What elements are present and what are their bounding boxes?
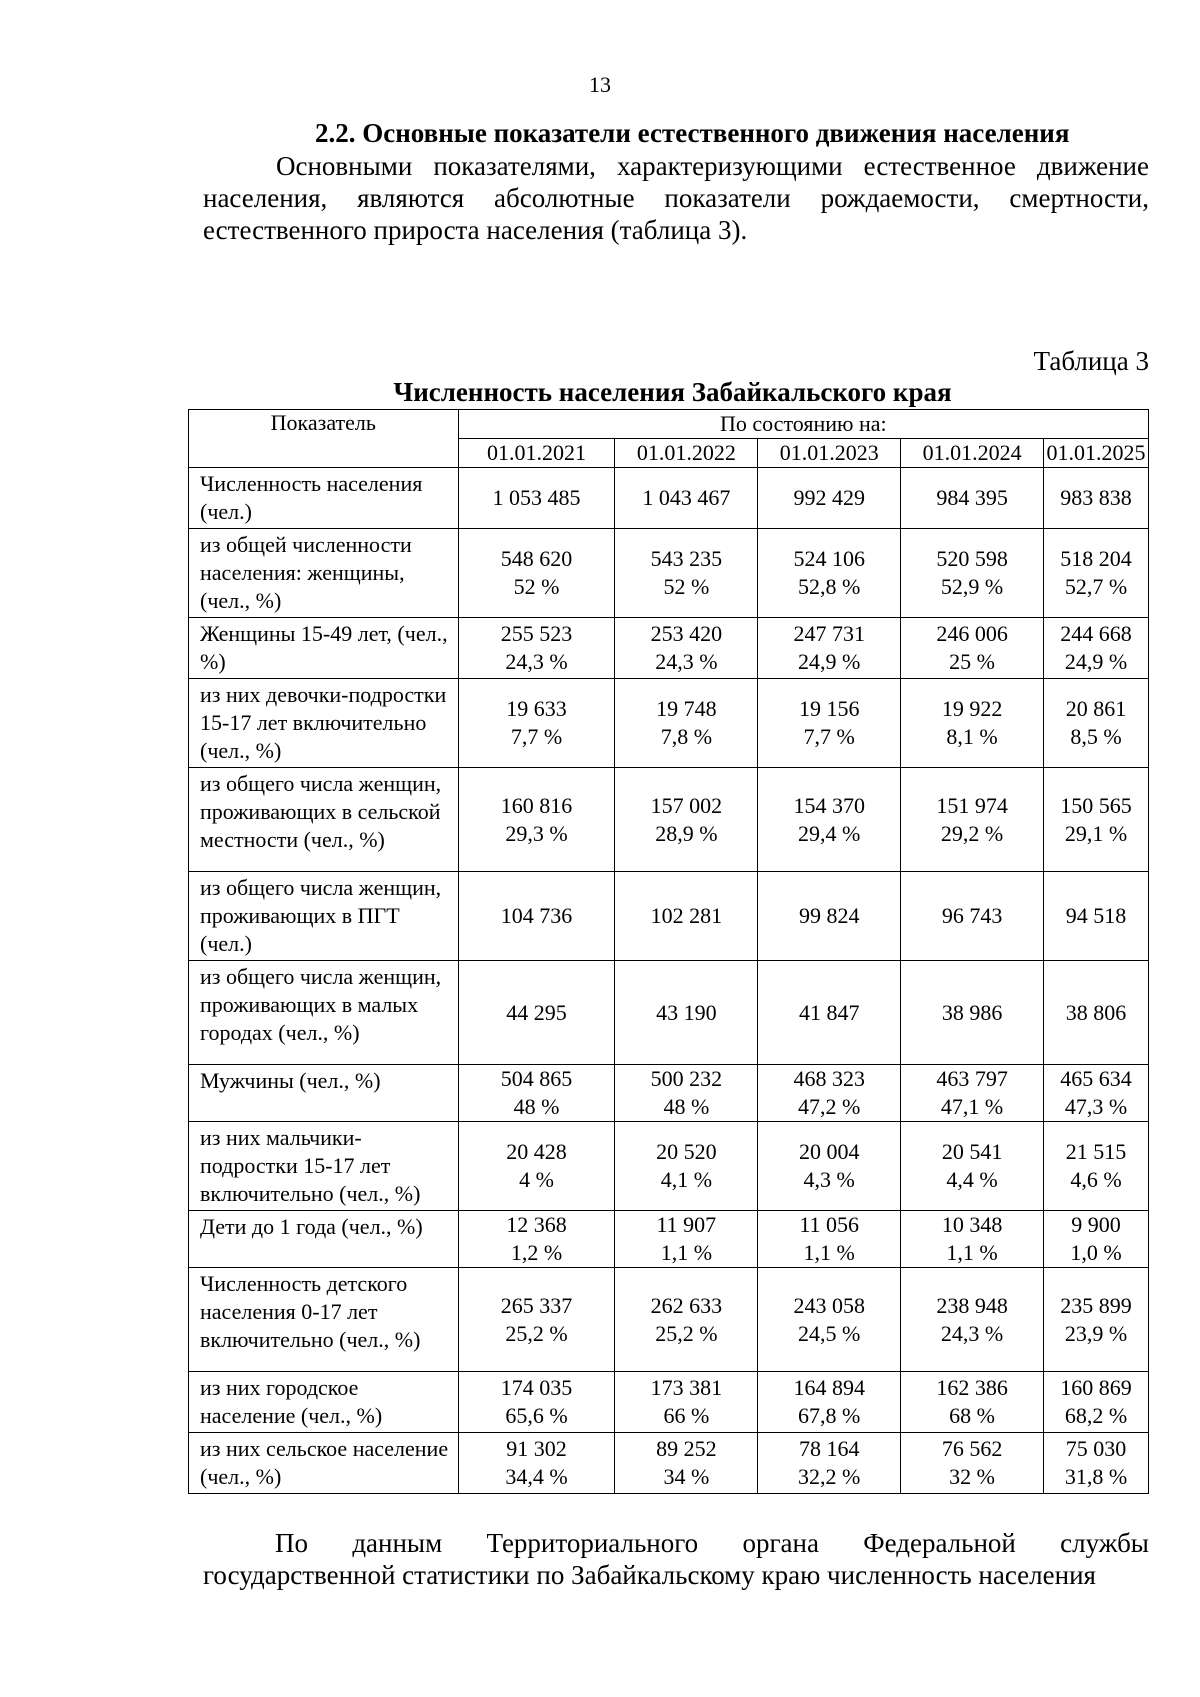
value-cell <box>901 961 1044 1065</box>
value-cell <box>1044 679 1149 768</box>
cell-count: 78 164 <box>798 1436 860 1461</box>
cell-percent: 66 % <box>663 1403 710 1428</box>
cell-percent: 32,2 % <box>798 1464 861 1489</box>
value-cell <box>458 618 615 679</box>
cell-percent: 34,4 % <box>505 1464 568 1489</box>
value-cell <box>901 1122 1044 1211</box>
cell-count: 19 633 <box>506 696 567 721</box>
row-label: из общего числа женщин, проживающих в сельской местности (чел., %) <box>189 768 459 872</box>
cell-count: 38 806 <box>1065 999 1127 1025</box>
cell-count: 96 743 <box>941 903 1003 928</box>
cell-count: 157 002 <box>650 792 723 818</box>
section-heading: 2.2. Основные показатели естественного движения населения <box>315 118 1070 148</box>
value-cell <box>458 1122 615 1211</box>
cell-count: 11 907 <box>656 1212 717 1237</box>
cell-percent: 24,5 % <box>798 1320 861 1346</box>
cell-count: 21 515 <box>1065 1139 1127 1164</box>
cell-count: 75 030 <box>1065 1436 1127 1461</box>
value-cell <box>901 1065 1044 1122</box>
cell-percent: 4,3 % <box>803 1167 855 1192</box>
cell-count: 548 620 <box>500 546 573 571</box>
value-cell <box>901 1372 1044 1433</box>
cell-count: 518 204 <box>1060 546 1132 571</box>
closing-word: органа <box>742 1528 819 1558</box>
cell-count: 76 562 <box>941 1436 1003 1461</box>
cell-percent: 29,4 % <box>798 820 861 846</box>
cell-count: 246 006 <box>936 621 1008 646</box>
table-row <box>189 1433 1149 1494</box>
value-cell <box>901 529 1044 618</box>
value-cell <box>458 1268 615 1372</box>
cell-count: 20 004 <box>798 1139 860 1164</box>
cell-percent: 24,9 % <box>798 649 861 674</box>
cell-count: 94 518 <box>1065 903 1127 928</box>
value-cell <box>1044 1372 1149 1433</box>
cell-percent: 4,4 % <box>946 1167 998 1192</box>
cell-percent: 25,2 % <box>505 1320 568 1346</box>
value-cell <box>758 529 901 618</box>
cell-percent: 52 % <box>513 574 560 599</box>
header-date: 01.01.2022 <box>615 439 758 468</box>
cell-percent: 23,9 % <box>1064 1320 1128 1346</box>
cell-percent: 7,7 % <box>510 724 563 749</box>
closing-paragraph <box>203 1527 1149 1591</box>
cell-count: 524 106 <box>793 546 865 571</box>
value-cell <box>458 872 615 961</box>
cell-percent: 24,9 % <box>1064 649 1128 674</box>
cell-percent: 4,1 % <box>660 1167 713 1192</box>
value-cell <box>1044 961 1149 1065</box>
cell-count: 164 894 <box>793 1375 865 1400</box>
row-label: Женщины 15-49 лет, (чел., %) <box>189 618 459 679</box>
table-row <box>189 679 1149 768</box>
value-cell <box>615 618 758 679</box>
value-cell <box>758 768 901 872</box>
cell-percent: 67,8 % <box>798 1403 861 1428</box>
row-label: из общего числа женщин, проживающих в малых городах (чел., %) <box>189 961 459 1065</box>
cell-count: 244 668 <box>1060 621 1132 646</box>
value-cell <box>901 1433 1044 1494</box>
value-cell <box>901 679 1044 768</box>
header-date: 01.01.2024 <box>901 439 1044 468</box>
row-label: из общей численности населения: женщины, (чел., %) <box>189 529 459 618</box>
cell-count: 1 043 467 <box>642 485 731 510</box>
value-cell <box>758 872 901 961</box>
cell-percent: 4,6 % <box>1070 1167 1122 1192</box>
cell-count: 984 395 <box>936 485 1008 510</box>
cell-percent: 29,3 % <box>505 820 568 846</box>
table-row <box>189 872 1149 961</box>
cell-percent: 52,8 % <box>798 574 861 599</box>
cell-count: 235 899 <box>1060 1292 1132 1318</box>
row-label: из них сельское население (чел., %) <box>189 1433 459 1494</box>
table-row <box>189 1065 1149 1122</box>
page-number: 13 <box>589 72 611 97</box>
value-cell <box>458 1211 615 1268</box>
cell-count: 1 053 485 <box>492 485 581 510</box>
cell-count: 500 232 <box>650 1066 723 1091</box>
table-row <box>189 1268 1149 1372</box>
value-cell <box>901 468 1044 529</box>
row-label: из них девочки-подростки 15-17 лет включительно (чел., %) <box>189 679 459 768</box>
cell-percent: 29,1 % <box>1064 820 1128 846</box>
value-cell <box>458 679 615 768</box>
value-cell <box>458 1433 615 1494</box>
cell-count: 247 731 <box>793 621 865 646</box>
row-label: из них мальчики-подростки 15-17 лет включительно (чел., %) <box>189 1122 459 1211</box>
table-title: Численность населения Забайкальского края <box>393 377 952 407</box>
table-row <box>189 529 1149 618</box>
value-cell <box>615 679 758 768</box>
cell-percent: 25,2 % <box>655 1320 718 1346</box>
cell-count: 174 035 <box>500 1375 573 1400</box>
cell-percent: 68,2 % <box>1064 1403 1128 1428</box>
cell-percent: 65,6 % <box>505 1403 568 1428</box>
row-label: Численность населения (чел.) <box>189 468 459 529</box>
cell-count: 983 838 <box>1060 485 1132 510</box>
value-cell <box>615 1372 758 1433</box>
cell-count: 11 056 <box>799 1212 860 1237</box>
cell-percent: 24,3 % <box>655 649 718 674</box>
cell-count: 255 523 <box>500 621 573 646</box>
cell-count: 104 736 <box>500 903 573 928</box>
value-cell <box>615 872 758 961</box>
cell-count: 154 370 <box>793 792 865 818</box>
cell-percent: 48 % <box>513 1094 560 1119</box>
cell-count: 262 633 <box>650 1292 723 1318</box>
value-cell <box>758 961 901 1065</box>
table-header-row <box>189 410 1149 439</box>
cell-count: 265 337 <box>500 1292 573 1318</box>
cell-percent: 8,1 % <box>946 724 998 749</box>
cell-percent: 29,2 % <box>940 820 1004 846</box>
value-cell <box>615 1433 758 1494</box>
cell-percent: 47,1 % <box>940 1094 1004 1119</box>
cell-percent: 47,2 % <box>798 1094 861 1119</box>
cell-count: 150 565 <box>1060 792 1132 818</box>
table-caption: Таблица 3 <box>1033 346 1149 376</box>
cell-count: 238 948 <box>936 1292 1008 1318</box>
header-date: 01.01.2021 <box>458 439 615 468</box>
value-cell <box>758 468 901 529</box>
cell-percent: 4 % <box>519 1167 554 1192</box>
header-date: 01.01.2023 <box>758 439 901 468</box>
header-date-group: По состоянию на: <box>458 410 1148 439</box>
cell-count: 99 824 <box>798 903 860 928</box>
cell-count: 12 368 <box>506 1212 567 1237</box>
header-date: 01.01.2025 <box>1044 439 1149 468</box>
cell-percent: 8,5 % <box>1070 724 1122 749</box>
value-cell <box>615 468 758 529</box>
row-label: из них городское население (чел., %) <box>189 1372 459 1433</box>
row-label: Мужчины (чел., %) <box>189 1065 459 1122</box>
table-row <box>189 1211 1149 1268</box>
value-cell <box>458 1065 615 1122</box>
value-cell <box>458 961 615 1065</box>
cell-count: 43 190 <box>656 999 717 1025</box>
value-cell <box>901 872 1044 961</box>
value-cell <box>1044 468 1149 529</box>
cell-count: 243 058 <box>793 1292 865 1318</box>
cell-count: 44 295 <box>506 999 567 1025</box>
row-label: из общего числа женщин, проживающих в ПГТ (чел.) <box>189 872 459 961</box>
value-cell <box>615 1065 758 1122</box>
cell-count: 41 847 <box>798 999 860 1025</box>
cell-percent: 7,8 % <box>660 724 713 749</box>
cell-count: 162 386 <box>936 1375 1008 1400</box>
value-cell <box>901 1268 1044 1372</box>
cell-count: 9 900 <box>1071 1212 1121 1237</box>
value-cell <box>1044 1211 1149 1268</box>
value-cell <box>458 468 615 529</box>
value-cell <box>758 1372 901 1433</box>
closing-word: Федеральной <box>863 1528 1016 1558</box>
cell-percent: 24,3 % <box>505 649 568 674</box>
value-cell <box>758 1122 901 1211</box>
cell-count: 91 302 <box>506 1436 567 1461</box>
value-cell <box>758 1065 901 1122</box>
table-row <box>189 961 1149 1065</box>
value-cell <box>1044 618 1149 679</box>
cell-percent: 68 % <box>949 1403 995 1428</box>
table-row <box>189 618 1149 679</box>
closing-line-2: государственной статистики по Забайкальскому краю численность населения <box>203 1560 1096 1590</box>
cell-percent: 1,0 % <box>1070 1240 1122 1265</box>
value-cell <box>458 529 615 618</box>
closing-word: службы <box>1060 1528 1149 1558</box>
population-table <box>188 409 1149 1494</box>
cell-percent: 34 % <box>663 1464 710 1489</box>
value-cell <box>615 768 758 872</box>
closing-word: данным <box>352 1528 443 1558</box>
value-cell <box>901 768 1044 872</box>
value-cell <box>458 768 615 872</box>
cell-percent: 32 % <box>949 1464 995 1489</box>
value-cell <box>1044 768 1149 872</box>
cell-percent: 1,2 % <box>510 1240 563 1265</box>
cell-count: 160 869 <box>1060 1375 1132 1400</box>
value-cell <box>458 1372 615 1433</box>
row-label: Численность детского населения 0-17 лет включительно (чел., %) <box>189 1268 459 1372</box>
value-cell <box>1044 1122 1149 1211</box>
cell-percent: 1,1 % <box>803 1240 855 1265</box>
cell-count: 543 235 <box>650 546 723 571</box>
value-cell <box>758 679 901 768</box>
cell-count: 38 986 <box>941 999 1003 1025</box>
row-label: Дети до 1 года (чел., %) <box>189 1211 459 1268</box>
value-cell <box>615 1211 758 1268</box>
cell-count: 20 861 <box>1065 696 1127 721</box>
value-cell <box>1044 872 1149 961</box>
cell-count: 463 797 <box>936 1066 1008 1091</box>
value-cell <box>1044 529 1149 618</box>
cell-count: 102 281 <box>650 903 723 928</box>
value-cell <box>758 1211 901 1268</box>
value-cell <box>615 529 758 618</box>
cell-count: 89 252 <box>656 1436 717 1461</box>
closing-line-1 <box>203 1527 1149 1559</box>
cell-percent: 47,3 % <box>1064 1094 1128 1119</box>
value-cell <box>1044 1268 1149 1372</box>
cell-count: 160 816 <box>500 792 573 818</box>
cell-percent: 1,1 % <box>946 1240 998 1265</box>
cell-percent: 52,7 % <box>1064 574 1128 599</box>
value-cell <box>901 618 1044 679</box>
cell-percent: 52,9 % <box>940 574 1004 599</box>
cell-count: 19 922 <box>941 696 1003 721</box>
value-cell <box>758 618 901 679</box>
cell-percent: 28,9 % <box>655 820 718 846</box>
cell-percent: 25 % <box>949 649 995 674</box>
table-row <box>189 1372 1149 1433</box>
cell-count: 10 348 <box>941 1212 1003 1237</box>
cell-count: 151 974 <box>936 792 1008 818</box>
value-cell <box>758 1433 901 1494</box>
value-cell <box>615 961 758 1065</box>
closing-word: По <box>275 1528 308 1558</box>
table-body <box>189 468 1149 1494</box>
value-cell <box>1044 1065 1149 1122</box>
cell-count: 20 428 <box>506 1139 567 1164</box>
value-cell <box>901 1211 1044 1268</box>
cell-count: 504 865 <box>500 1066 573 1091</box>
value-cell <box>615 1122 758 1211</box>
table-row <box>189 768 1149 872</box>
table-row <box>189 468 1149 529</box>
cell-count: 20 520 <box>656 1139 717 1164</box>
cell-percent: 1,1 % <box>660 1240 713 1265</box>
cell-percent: 48 % <box>663 1094 710 1119</box>
header-indicator: Показатель <box>189 410 459 468</box>
cell-percent: 7,7 % <box>803 724 855 749</box>
value-cell <box>615 1268 758 1372</box>
table-row <box>189 1122 1149 1211</box>
cell-percent: 31,8 % <box>1064 1464 1128 1489</box>
closing-word: Территориального <box>486 1528 699 1558</box>
cell-count: 520 598 <box>936 546 1008 571</box>
cell-count: 992 429 <box>793 485 865 510</box>
cell-percent: 24,3 % <box>940 1320 1004 1346</box>
cell-count: 465 634 <box>1060 1066 1132 1091</box>
cell-count: 19 156 <box>798 696 860 721</box>
value-cell <box>758 1268 901 1372</box>
cell-count: 173 381 <box>650 1375 723 1400</box>
cell-count: 253 420 <box>650 621 723 646</box>
intro-paragraph: Основными показателями, характеризующими естественное движение населения, являются абсолютные показатели рождаемости, смертности, естественного прироста населения (таблица 3). <box>203 151 1149 245</box>
value-cell <box>1044 1433 1149 1494</box>
cell-count: 19 748 <box>656 696 717 721</box>
cell-percent: 52 % <box>663 574 710 599</box>
cell-count: 468 323 <box>793 1066 865 1091</box>
cell-count: 20 541 <box>941 1139 1003 1164</box>
